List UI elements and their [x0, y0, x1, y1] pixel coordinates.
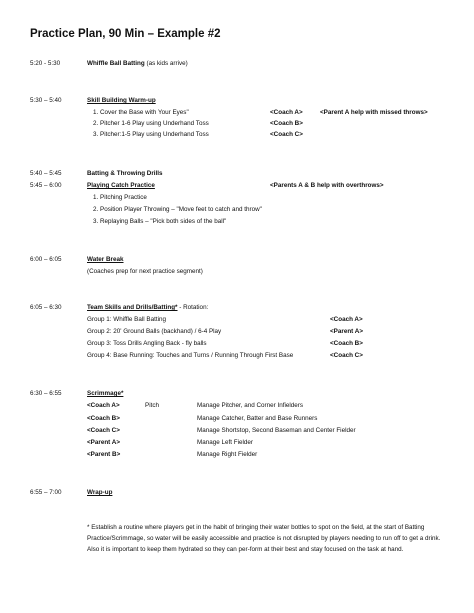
coach-tag: <Coach B> — [87, 415, 120, 422]
time-slot: 5:30 – 5:40 — [30, 97, 62, 104]
coach-tag: <Parent B> — [87, 451, 121, 458]
section-heading: Playing Catch Practice — [87, 182, 155, 189]
assignment: Manage Pitcher, and Corner Infielders — [197, 402, 304, 409]
drill-item: 1. Cover the Base with Your Eyes" — [93, 109, 189, 116]
section-heading: Wrap-up — [87, 489, 113, 496]
coach-tag: <Coach B> — [330, 340, 363, 347]
section-heading: Batting & Throwing Drills — [87, 170, 163, 177]
position-label: Pitch — [145, 402, 159, 409]
coach-tag: <Coach C> — [270, 131, 303, 138]
coach-tag: <Parent A> — [330, 328, 364, 335]
coach-tag: <Coach C> — [330, 352, 363, 359]
time-slot: 5:45 – 6:00 — [30, 182, 62, 189]
drill-item: 3. Replaying Balls – "Pick both sides of the ball" — [93, 218, 227, 225]
assignment: Manage Right Fielder — [197, 451, 258, 458]
group-item: Group 1: Whiffle Ball Batting — [87, 316, 166, 323]
time-slot: 5:20 - 5:30 — [30, 60, 61, 67]
section-note: (Coaches prep for next practice segment) — [87, 268, 203, 275]
time-slot: 6:00 – 6:05 — [30, 256, 62, 263]
group-item: Group 4: Base Running: Touches and Turns / Running Through First Base — [87, 352, 294, 359]
section-heading: Scrimmage* — [87, 390, 124, 397]
helper-note: <Parents A & B help with overthrows> — [270, 182, 384, 189]
assignment: Manage Catcher, Batter and Base Runners — [197, 415, 318, 422]
drill-item: 2. Position Player Throwing – "Move feet to catch and throw" — [93, 206, 262, 213]
section-heading: Whiffle Ball Batting (as kids arrive) — [87, 60, 188, 67]
coach-tag: <Coach B> — [270, 120, 303, 127]
section-heading: Water Break — [87, 256, 124, 263]
drill-item: 2. Pitcher 1-6 Play using Underhand Toss — [93, 120, 209, 127]
section-heading: Team Skills and Drills/Batting* - Rotation: — [87, 304, 209, 311]
coach-tag: <Coach A> — [270, 109, 303, 116]
drill-item: 1. Pitching Practice — [93, 194, 147, 201]
time-slot: 6:55 – 7:00 — [30, 489, 62, 496]
time-slot: 5:40 – 5:45 — [30, 170, 62, 177]
group-item: Group 2: 20' Ground Balls (backhand) / 6-4 Play — [87, 328, 222, 335]
coach-tag: <Parent A> — [87, 439, 121, 446]
section-heading: Skill Building Warm-up — [87, 97, 156, 104]
group-item: Group 3: Toss Drills Angling Back - fly balls — [87, 340, 207, 347]
footnote: * Establish a routine where players get in the habit of bringing their water bottles to spot on the field, at the start of Batting Practice/Scrimmage, so water will be easily accessible and practice is not disrupted by players needing to run off to get a drink. Also it is important to keep them hydrated so they can per-form at their best and stay focused on the task at hand. — [87, 524, 441, 554]
coach-tag: <Coach A> — [87, 402, 120, 409]
time-slot: 6:05 – 6:30 — [30, 304, 62, 311]
time-slot: 6:30 – 6:55 — [30, 390, 62, 397]
coach-tag: <Coach C> — [87, 427, 120, 434]
assignment: Manage Left Fielder — [197, 439, 254, 446]
assignment: Manage Shortstop, Second Baseman and Center Fielder — [197, 427, 356, 434]
helper-note: <Parent A help with missed throws> — [320, 109, 428, 116]
drill-item: 3. Pitcher:1-5 Play using Underhand Toss — [93, 131, 209, 138]
page-title: Practice Plan, 90 Min – Example #2 — [30, 28, 221, 40]
coach-tag: <Coach A> — [330, 316, 363, 323]
